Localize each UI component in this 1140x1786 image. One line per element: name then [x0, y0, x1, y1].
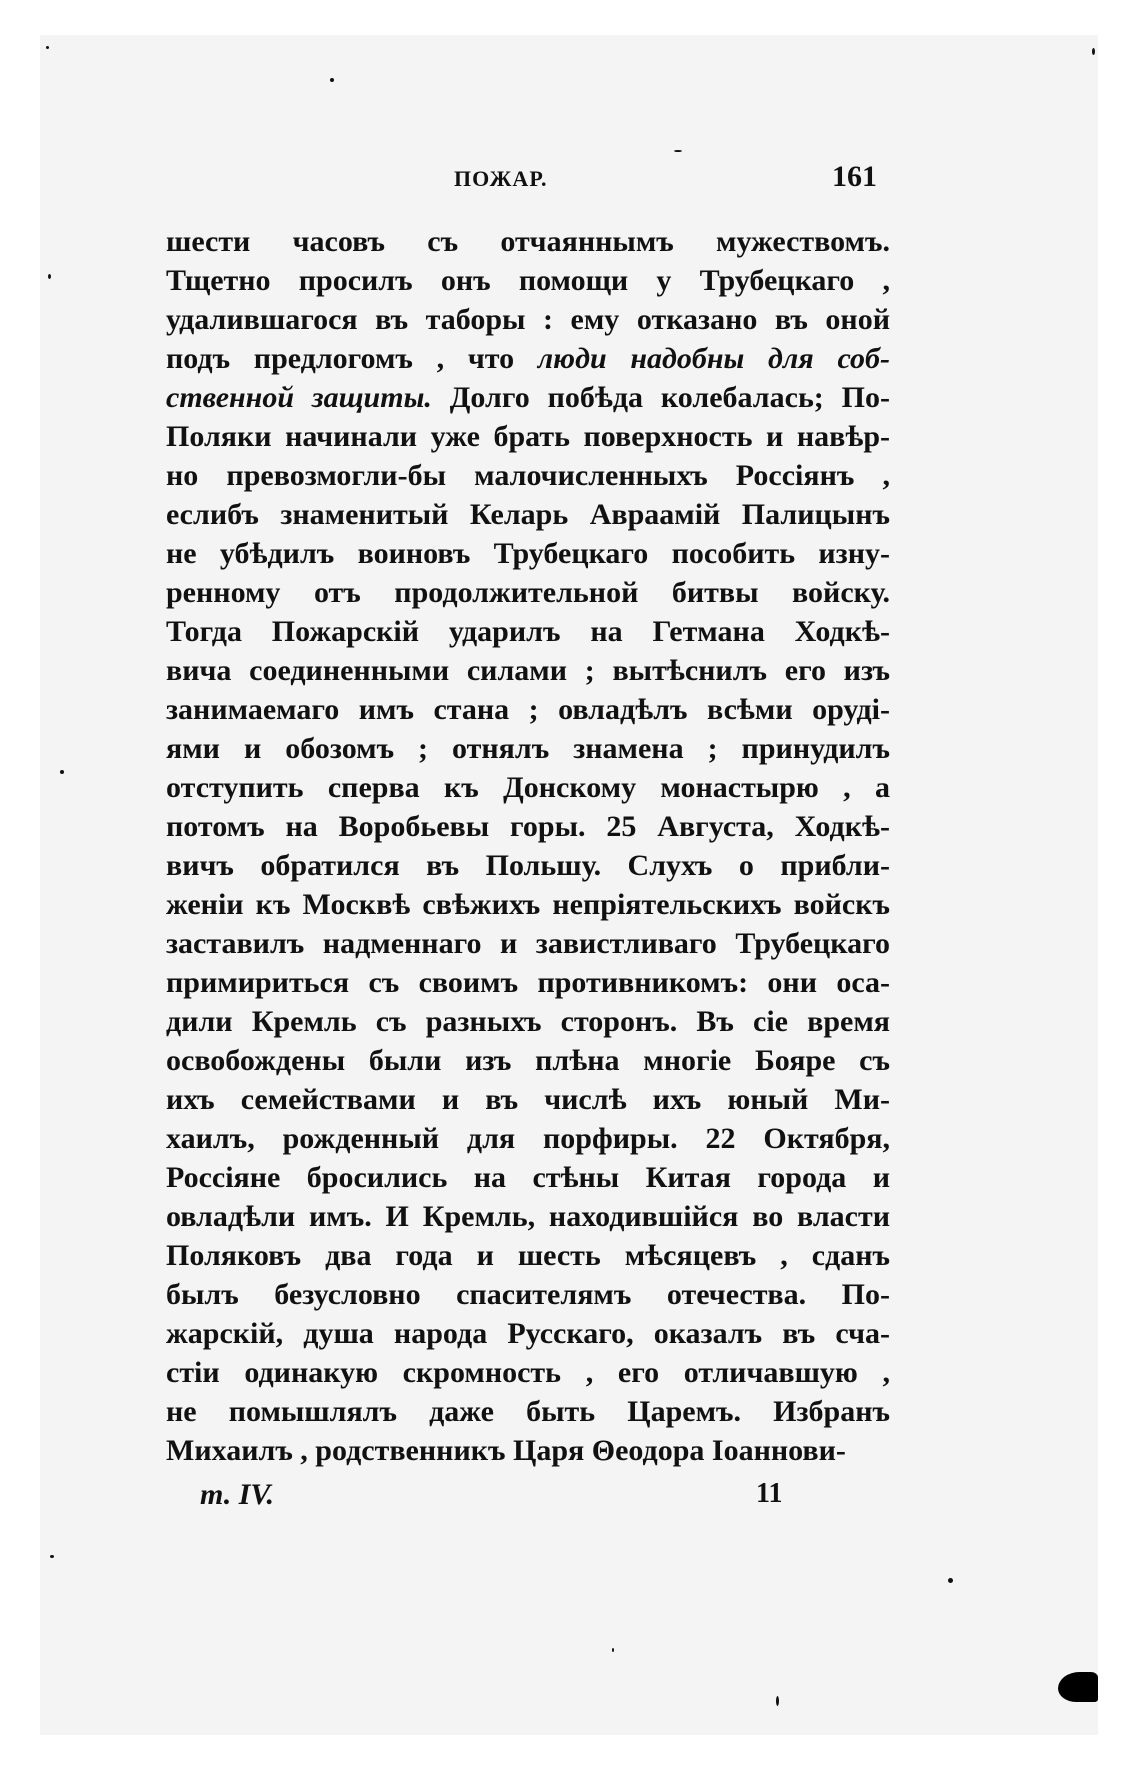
text-line: потомъ на Воробьевы горы. 25 Августа, Ходкѣ-: [166, 810, 890, 843]
scan-speck: [674, 150, 682, 152]
text-line: не помышлялъ даже быть Царемъ. Избранъ: [166, 1395, 890, 1428]
text-fragment: подъ предлогомъ , что: [166, 342, 515, 375]
text-line: ями и обозомъ ; отнялъ знамена ; принудилъ: [166, 732, 890, 765]
text-line: еслибъ знаменитый Келарь Авраамій Палицынъ: [166, 498, 890, 531]
scan-speck: [948, 1578, 953, 1583]
ink-blot: [1058, 1672, 1098, 1702]
text-line: жарскій, душа народа Русскаго, оказалъ въ сча-: [166, 1317, 890, 1350]
text-line: вича соединенными силами ; вытѣснилъ его изъ: [166, 654, 890, 687]
text-line: женіи къ Москвѣ свѣжихъ непріятельскихъ войскъ: [166, 888, 890, 921]
scan-speck: [46, 46, 49, 49]
text-line: Поляки начинали уже брать поверхность и навѣр-: [166, 420, 890, 453]
text-line: ренному отъ продолжительной битвы войску.: [166, 576, 890, 609]
page-number: 161: [832, 160, 877, 193]
text-line: овладѣли имъ. И Кремль, находившійся во власти: [166, 1200, 890, 1233]
text-line: удалившагося въ таборы : ему отказано въ оной: [166, 303, 890, 336]
text-line: Тогда Пожарскій ударилъ на Гетмана Ходкѣ-: [166, 615, 890, 648]
text-line: Михаилъ , родственникъ Царя Θеодора Іоаннови-: [166, 1434, 846, 1467]
text-line: заставилъ надменнаго и завистливаго Трубецкаго: [166, 927, 890, 960]
scan-speck: [776, 1696, 779, 1706]
text-line: [166, 378, 890, 417]
scan-speck: [60, 770, 64, 774]
scan-speck: [1092, 48, 1095, 55]
text-line: примириться съ своимъ противникомъ: они оса-: [166, 966, 890, 999]
scan-speck: [612, 1648, 614, 1652]
text-line: Россіяне бросились на стѣны Китая города и: [166, 1161, 890, 1194]
text-line: отступить сперва къ Донскому монастырю , а: [166, 771, 890, 804]
text-line: но превозмогли-бы малочисленныхъ Россіянъ ,: [166, 459, 890, 492]
text-line: освобождены были изъ плѣна многіе Бояре съ: [166, 1044, 890, 1077]
italic-phrase: ственной защиты.: [166, 381, 432, 414]
scan-speck: [48, 274, 51, 279]
volume-signature: т. IV.: [200, 1478, 275, 1511]
text-line: вичъ обратился въ Польшу. Слухъ о прибли-: [166, 849, 890, 882]
sheet-signature: 11: [756, 1478, 783, 1509]
italic-phrase: люди надобны для соб-: [537, 342, 890, 375]
text-line: не убѣдилъ воиновъ Трубецкаго пособить изну-: [166, 537, 890, 570]
text-line: ихъ семействами и въ числѣ ихъ юный Ми-: [166, 1083, 890, 1116]
text-fragment: Долго побѣда колебалась; По-: [431, 381, 890, 414]
text-line: стіи одинакую скромность , его отличавшую ,: [166, 1356, 890, 1389]
text-line: занимаемаго имъ стана ; овладѣлъ всѣми орудi-: [166, 693, 890, 726]
text-line: [166, 339, 890, 378]
running-title: ПОЖАР.: [454, 166, 548, 191]
scan-speck: [330, 78, 334, 82]
text-line: Тщетно просилъ онъ помощи у Трубецкаго ,: [166, 264, 890, 297]
scan-speck: [50, 1555, 54, 1558]
text-line: былъ безусловно спасителямъ отечества. По-: [166, 1278, 890, 1311]
text-line: шести часовъ съ отчаяннымъ мужествомъ.: [166, 225, 890, 258]
text-line: хаилъ, рожденный для порфиры. 22 Октября,: [166, 1122, 890, 1155]
body-text: [166, 222, 890, 1470]
text-line: дили Кремль съ разныхъ сторонъ. Въ сіе время: [166, 1005, 890, 1038]
text-line: Поляковъ два года и шесть мѣсяцевъ , сданъ: [166, 1239, 890, 1272]
